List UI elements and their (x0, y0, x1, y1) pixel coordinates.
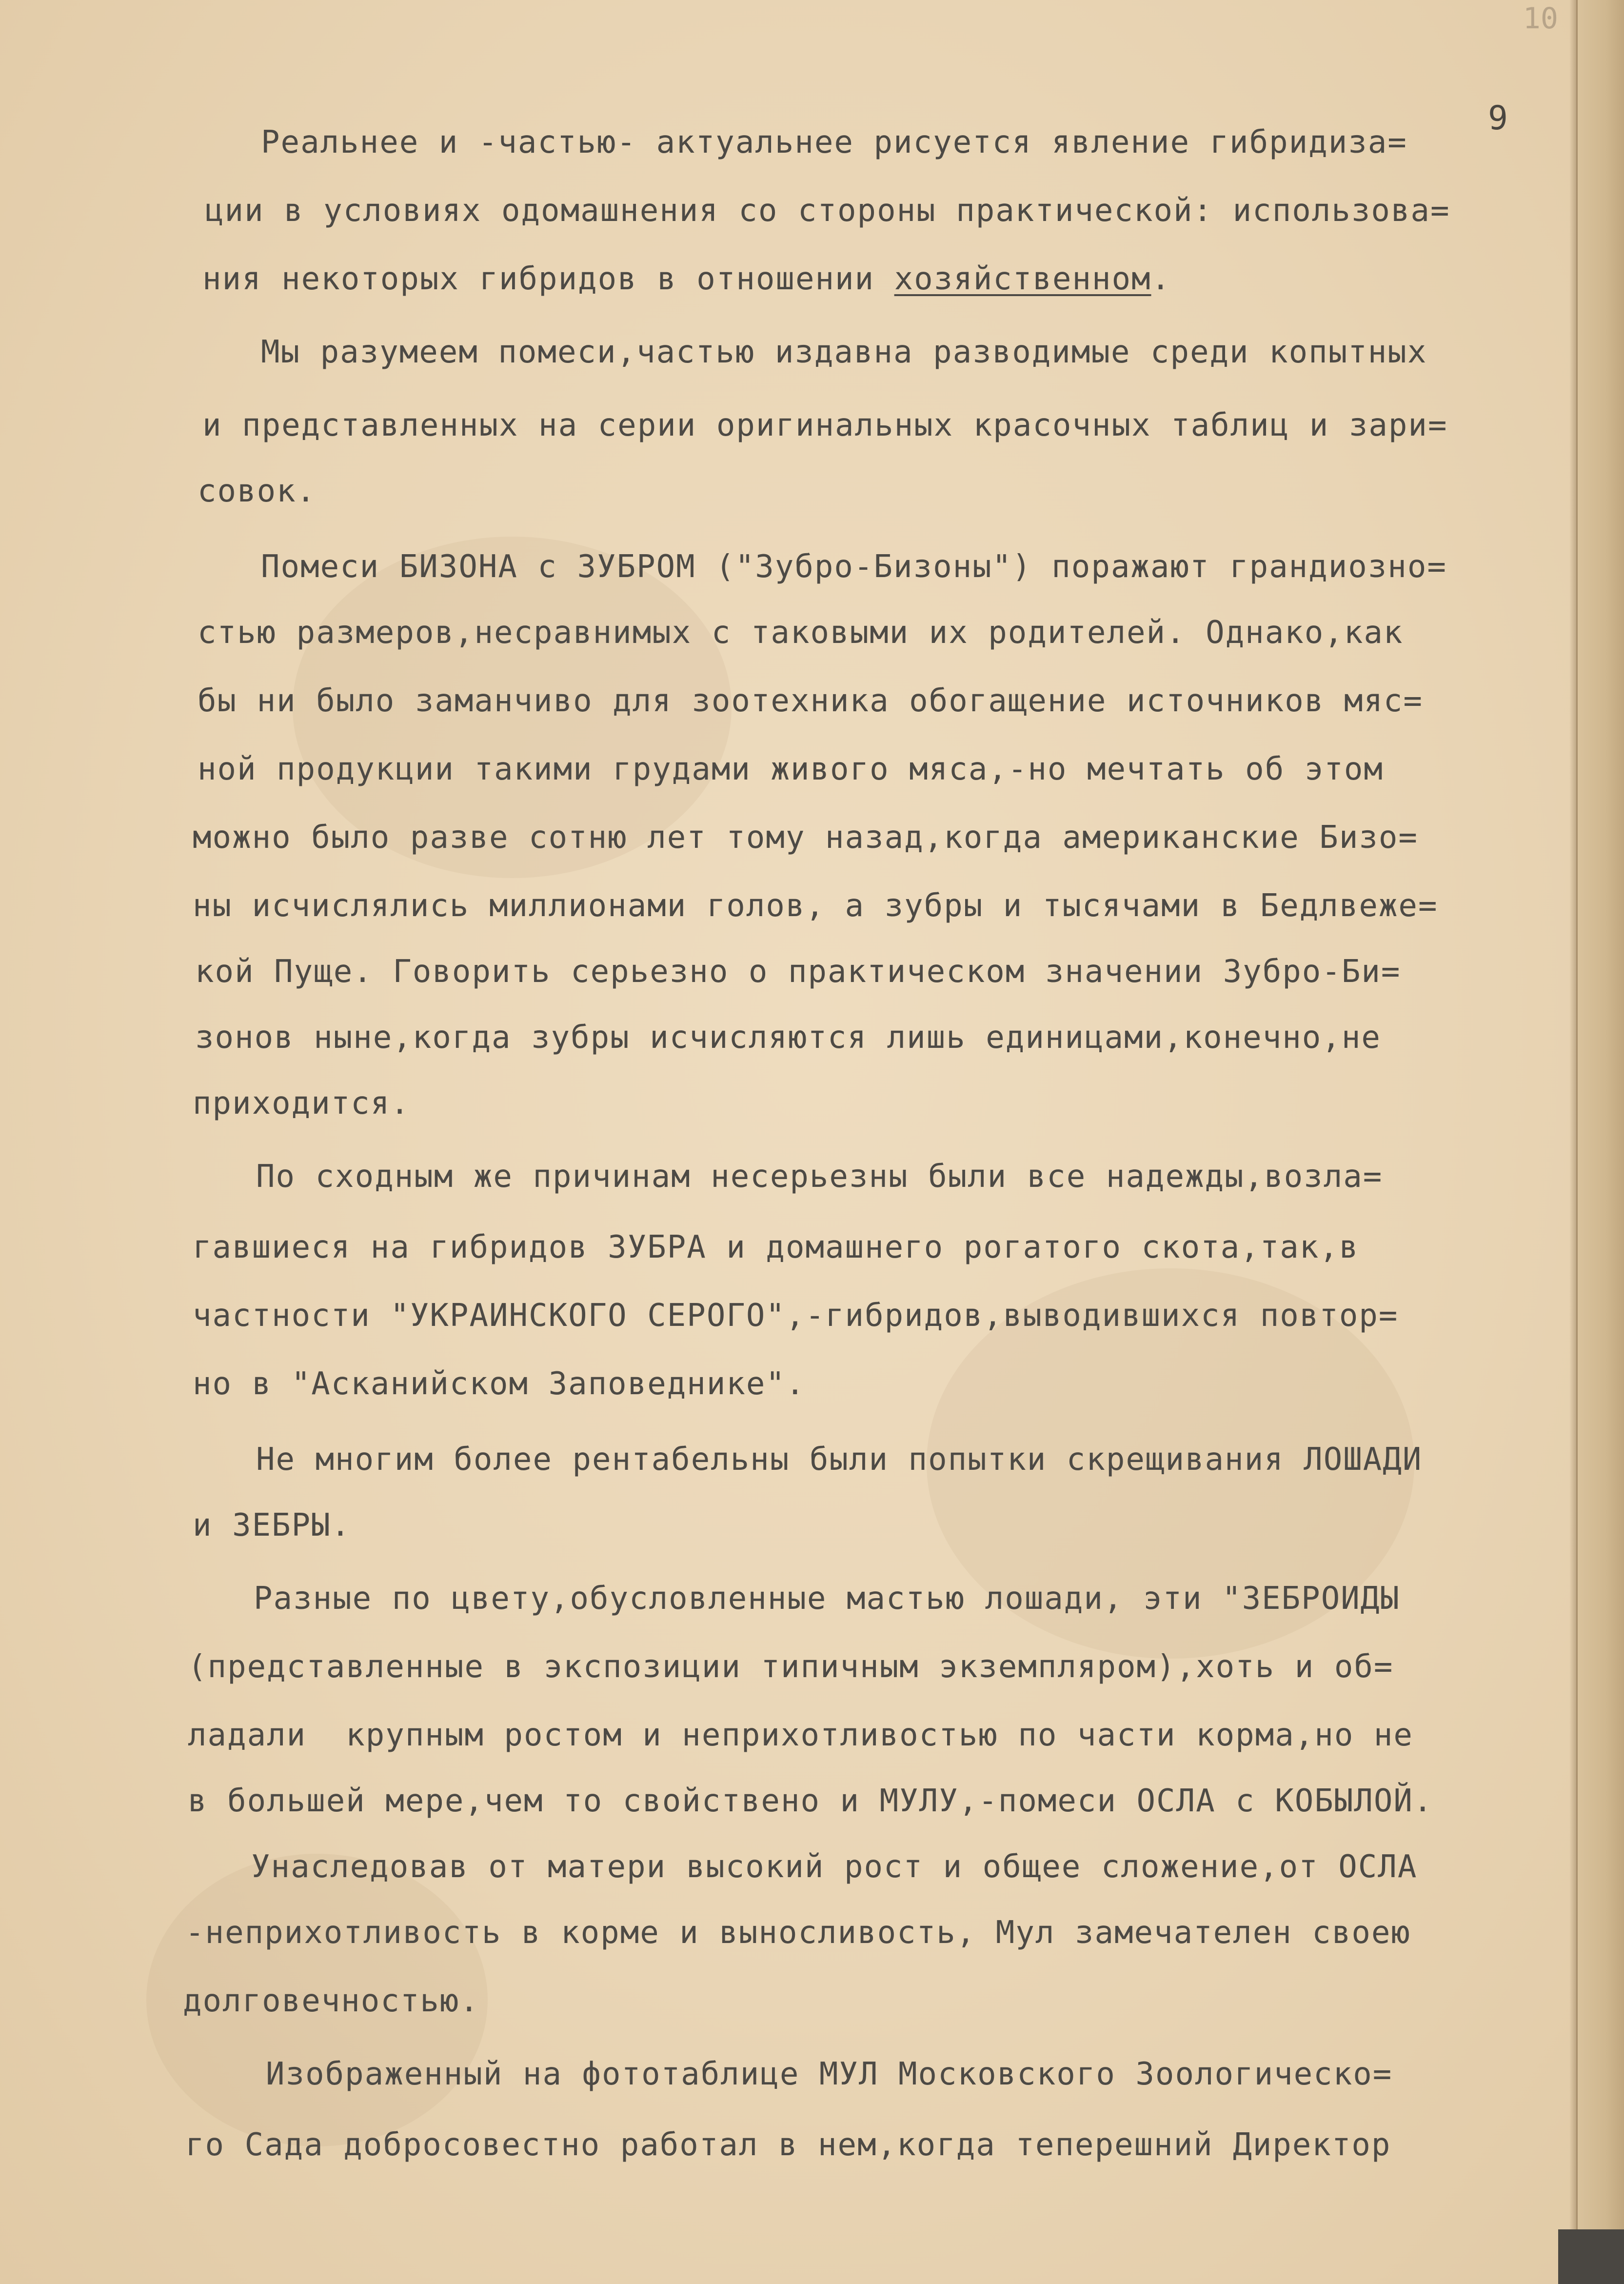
text-line: кой Пуще. Говорить серьезно о практическом значении Зубро-Би= (195, 954, 1401, 990)
text-line: го Сада добросовестно работал в нем,когда теперешний Директор (185, 2127, 1391, 2163)
text-line: ладали крупным ростом и неприхотливостью по части корма,но не (188, 1717, 1413, 1753)
text-line: зонов ныне,когда зубры исчисляются лишь единицами,конечно,не (195, 1020, 1381, 1056)
text-line: и ЗЕБРЫ. (193, 1507, 351, 1543)
text-line: Мы разумеем помеси,частью издавна разводимые среди копытных (261, 334, 1427, 370)
text-line: -неприхотливость в корме и выносливость, Мул замечателен своею (185, 1915, 1411, 1951)
text-line: долговечностью. (183, 1983, 479, 2019)
text-line: ны исчислялись миллионами голов, а зубры и тысячами в Бедлвеже= (193, 888, 1438, 924)
text-line: бы ни было заманчиво для зоотехника обогащение источников мяс= (198, 683, 1423, 719)
text-line: совок. (198, 473, 317, 509)
text-line: Унаследовав от матери высокий рост и общее сложение,от ОСЛА (251, 1849, 1418, 1885)
text-line: но в "Асканийском Заповеднике". (193, 1366, 806, 1402)
text-line: частности "УКРАИНСКОГО СЕРОГО",-гибридов,выводившихся повтор= (193, 1298, 1399, 1334)
scan-background-corner (1558, 2229, 1624, 2284)
text-line: гавшиеся на гибридов ЗУБРА и домашнего рогатого скота,так,в (193, 1229, 1359, 1265)
text-line: Помеси БИЗОНА с ЗУБРОМ ("Зубро-Бизоны") поражают грандиозно= (261, 549, 1447, 585)
underlying-page-number: 10 (1523, 1, 1558, 36)
text-line: можно было разве сотню лет тому назад,когда американские Бизо= (193, 820, 1418, 856)
text-line: приходится. (193, 1085, 410, 1122)
page-edge-shadow (1569, 0, 1576, 2284)
text-line: стью размеров,несравнимых с таковыми их родителей. Однако,как (198, 615, 1404, 651)
text-line-prefix: ния некоторых гибридов в отношении (202, 261, 894, 297)
text-line: (представленные в экспозиции типичным экземпляром),хоть и об= (188, 1649, 1394, 1685)
text-line: ции в условиях одомашнения со стороны практической: использова= (205, 193, 1450, 229)
text-line: Не многим более рентабельны были попытки скрещивания ЛОШАДИ (256, 1442, 1423, 1478)
text-line: и представленных на серии оригинальных красочных таблиц и зари= (202, 407, 1448, 443)
text-line-suffix: . (1151, 261, 1171, 297)
text-line: Изображенный на фототаблице МУЛ Московского Зоологическо= (266, 2056, 1393, 2092)
underlined-word: хозяйственном (894, 261, 1151, 297)
text-line: ной продукции такими грудами живого мяса,-но мечтать об этом (198, 751, 1384, 787)
text-line: в большей мере,чем то свойствено и МУЛУ,-помеси ОСЛА с КОБЫЛОЙ. (188, 1783, 1433, 1819)
text-line (202, 260, 1171, 299)
page-number: 9 (1488, 99, 1508, 138)
underlying-page-edge (1576, 0, 1624, 2284)
text-line: По сходным же причинам несерьезны были все надежды,возла= (256, 1159, 1383, 1195)
text-line: Реальнее и -частью- актуальнее рисуется явление гибридиза= (261, 124, 1407, 160)
text-line: Разные по цвету,обусловленные мастью лошади, эти "ЗЕБРОИДЫ (254, 1581, 1400, 1617)
